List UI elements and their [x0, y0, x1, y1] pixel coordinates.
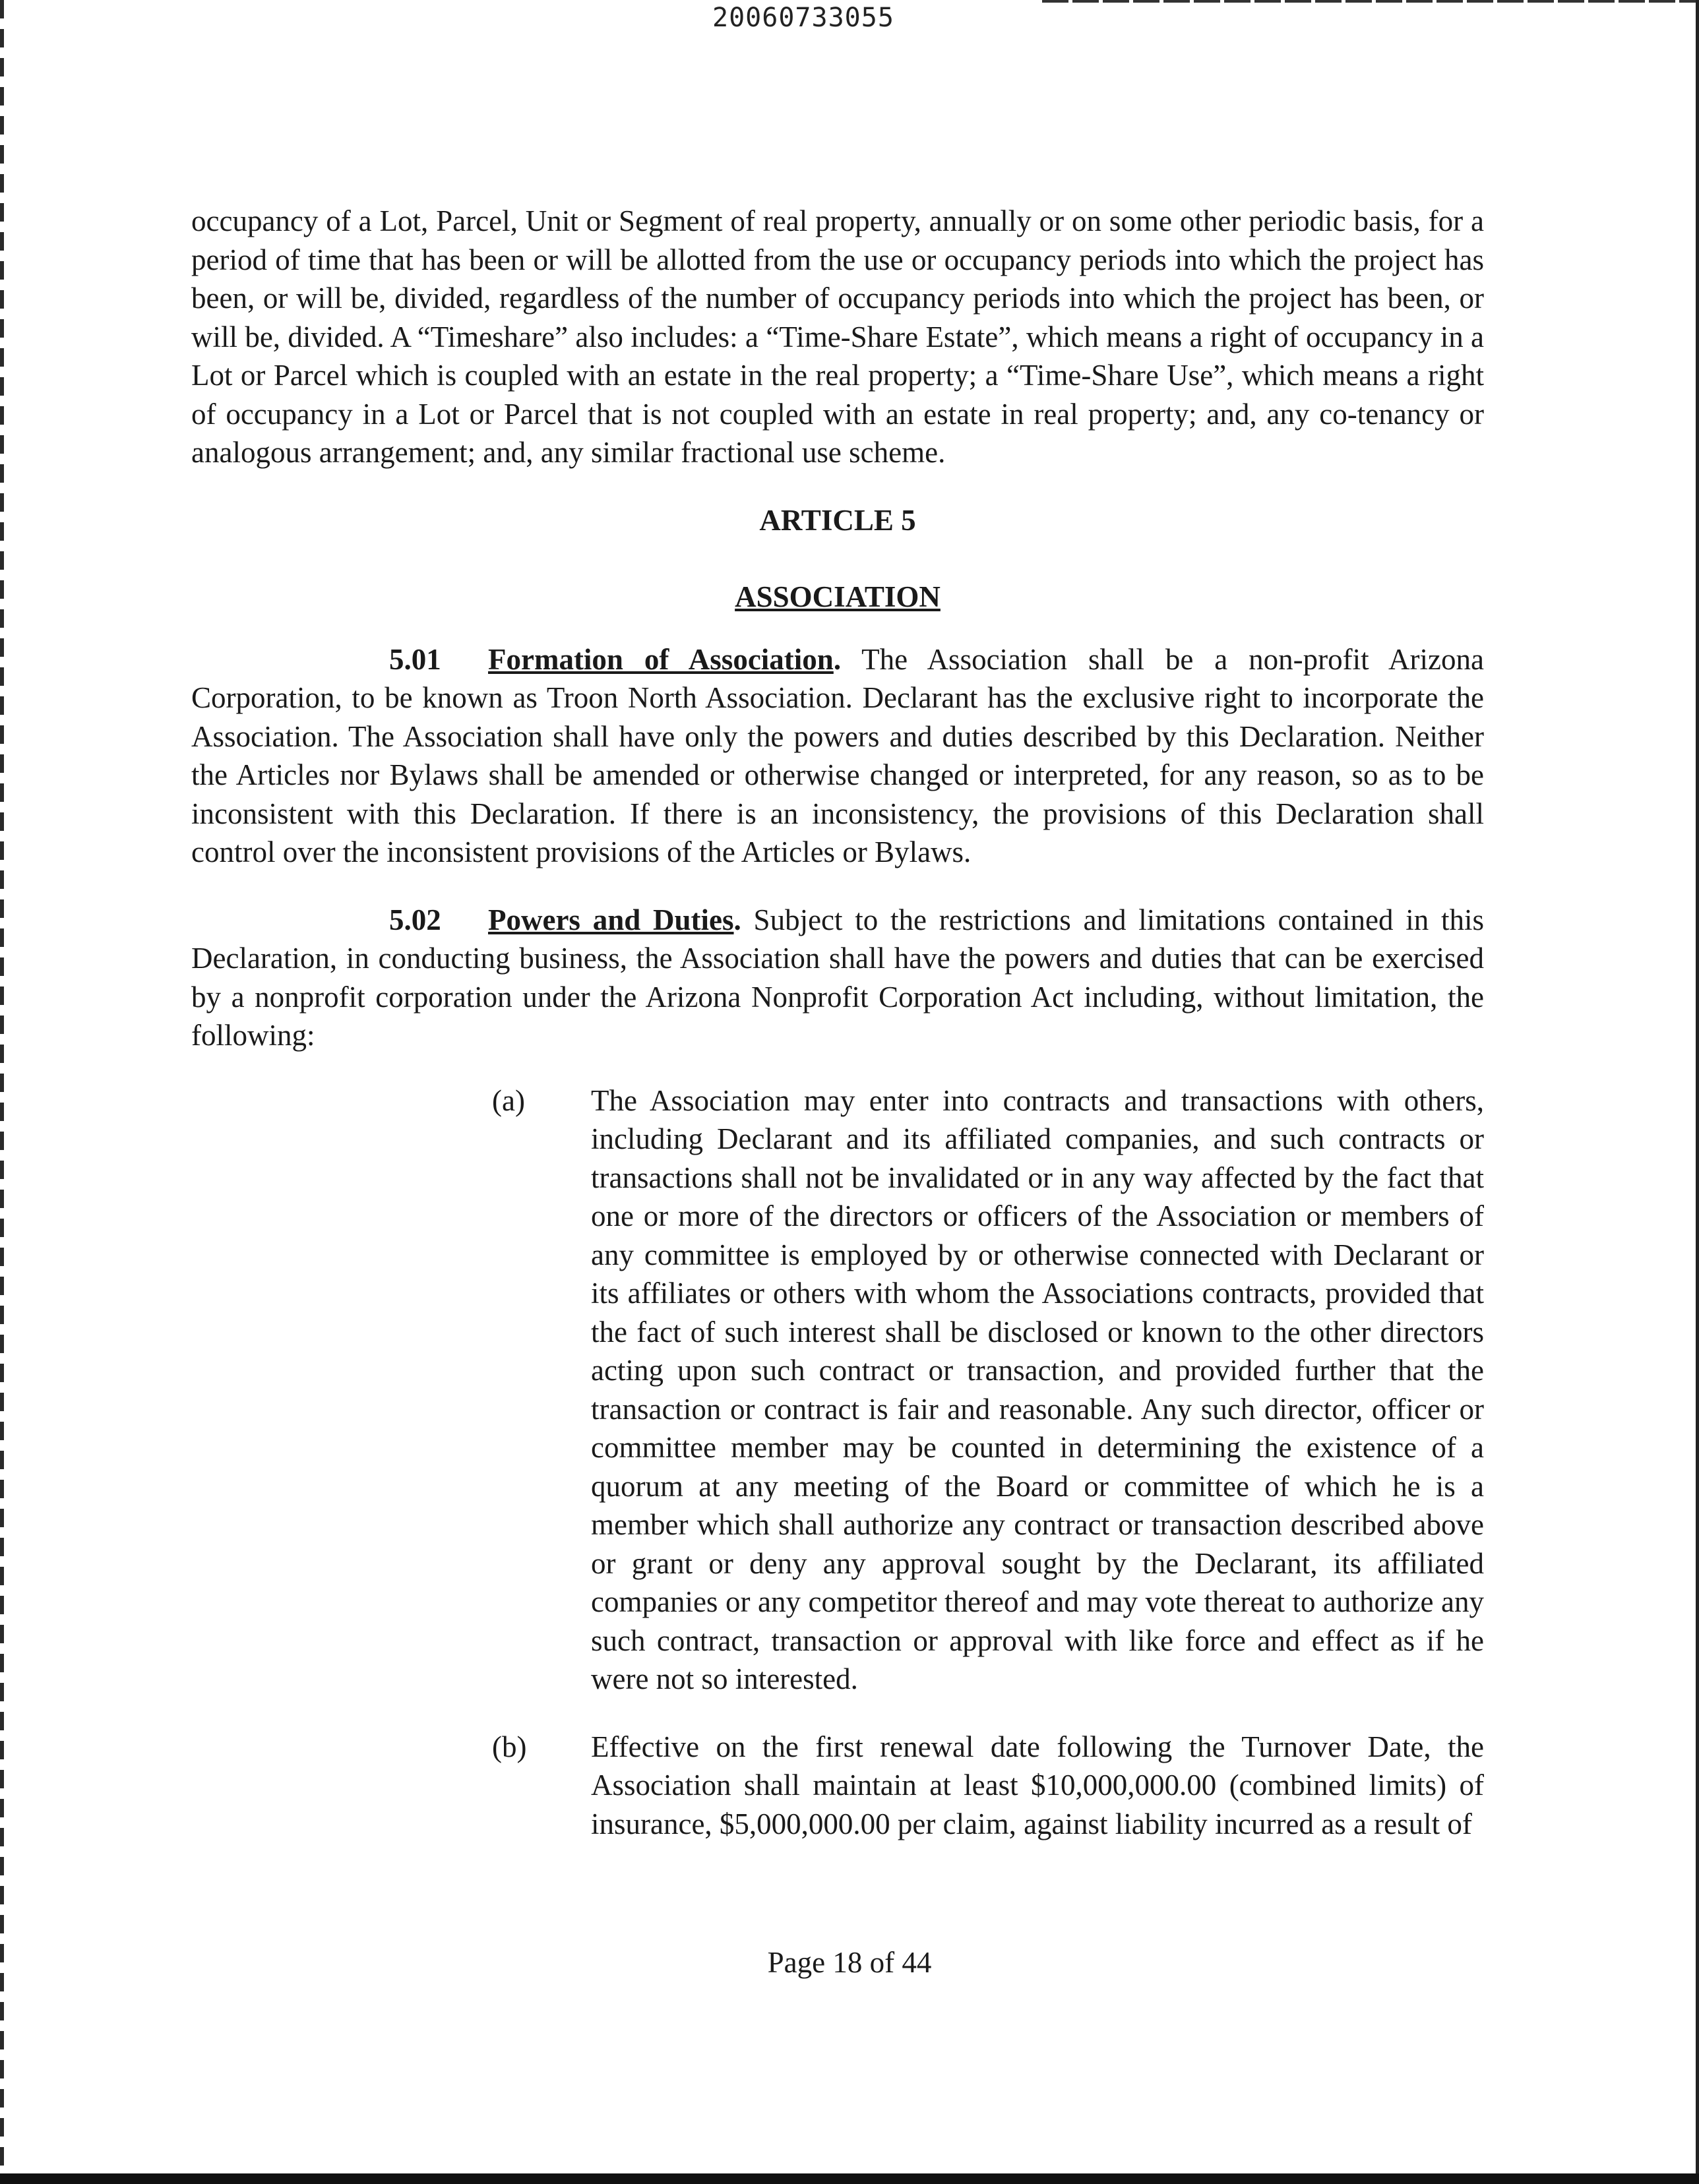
list-item-a — [492, 1081, 1484, 1699]
section-title-period: . — [733, 903, 741, 936]
article-title: ASSOCIATION — [735, 580, 941, 613]
section-title: Formation of Association — [488, 642, 834, 676]
scan-left-edge — [0, 0, 4, 2184]
section-5-02 — [191, 901, 1484, 1055]
list-item-label: (b) — [492, 1730, 527, 1763]
list-item-text: Effective on the first renewal date following the Turnover Date, the Association shall maintain at least $10,000,000.00 (combined limits) of insurance, $5,000,000.00 per claim, against liability incurred as a result of — [591, 1730, 1484, 1840]
section-title-period: . — [833, 642, 842, 676]
section-number: 5.02 — [389, 903, 441, 936]
list-item-b — [492, 1728, 1484, 1844]
section-body: The Association shall be a non-profit Arizona Corporation, to be known as Troon North Association. Declarant has the exclusive right to incorporate the Association. The Association shall have only the powers and duties described by this Declaration. Neither the Articles nor Bylaws shall be amended or otherwise changed or interpreted, for any reason, so as to be inconsistent with this Declaration. If there is an inconsistency, the provisions of this Declaration shall control over the inconsistent provisions of the Articles or Bylaws. — [191, 642, 1484, 868]
intro-paragraph: occupancy of a Lot, Parcel, Unit or Segment of real property, annually or on some other periodic basis, for a period of time that has been or will be allotted from the use or occupancy periods into which the project has been, or will be, divided, regardless of the number of occupancy periods into which the project has been, or will be, divided. A “Timeshare” also includes: a “Time-Share Estate”, which means a right of occupancy in a Lot or Parcel which is coupled with an estate in the real property; a “Time-Share Use”, which means a right of occupancy in a Lot or Parcel that is not coupled with an estate in real property; and, any co-tenancy or analogous arrangement; and, any similar fractional use scheme. — [191, 204, 1484, 469]
section-title: Powers and Duties — [488, 903, 734, 936]
document-page — [191, 202, 1484, 1843]
scan-right-edge — [1696, 0, 1699, 2184]
document-number: 20060733055 — [712, 3, 894, 33]
section-5-01 — [191, 640, 1484, 872]
page-number: Page 18 of 44 — [767, 1946, 932, 1979]
section-body: Subject to the restrictions and limitations contained in this Declaration, in conducting business, the Association shall have the powers and duties that can be exercised by a nonprofit corporation under the Arizona Nonprofit Corporation Act including, without limitation, the following: — [191, 903, 1484, 1052]
scan-bottom-bar — [0, 2173, 1699, 2184]
list-item-text: The Association may enter into contracts and transactions with others, including Declarant and its affiliated companies, and such contracts or transactions shall not be invalidated or in any way affected by the fact that one or more of the directors or officers of the Association or members of any committee is employed by or otherwise connected with Declarant or its affiliates or others with whom the Associations contracts, provided that the fact of such interest shall be disclosed or known to the other directors acting upon such contract or transaction, and provided further that the transaction or contract is fair and reasonable. Any such director, officer or committee member may be counted in determining the existence of a quorum at any meeting of the Board or committee of which he is a member which shall authorize any contract or transaction described above or grant or deny any approval sought by the Declarant, its affiliated companies or any competitor thereof and may vote thereat to authorize any such contract, transaction or approval with like force and effect as if he were not so interested. — [591, 1083, 1484, 1695]
list-item-label: (a) — [492, 1083, 525, 1117]
section-number: 5.01 — [389, 642, 441, 676]
article-number: ARTICLE 5 — [759, 503, 916, 537]
scan-top-rule — [1042, 0, 1699, 3]
